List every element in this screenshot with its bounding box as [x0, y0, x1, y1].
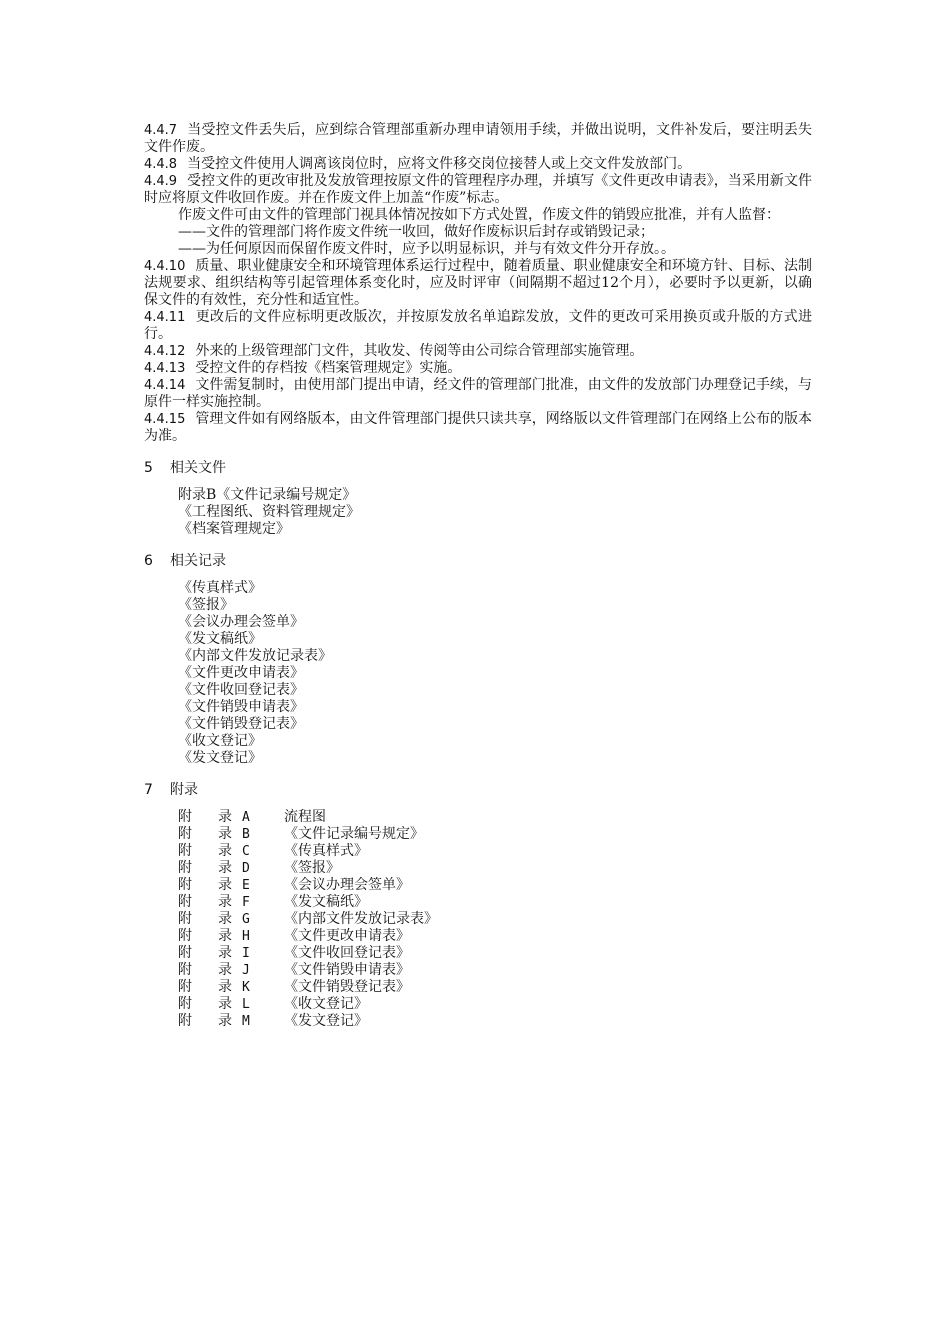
list-item: 《发文稿纸》 — [178, 631, 262, 647]
appendix-name: 《文件销毁登记表》 — [284, 979, 410, 995]
list-item: 《文件更改申请表》 — [178, 665, 304, 681]
obsolete-item: ——为任何原因而保留作废文件时，应予以明显标识，并与有效文件分开存放。。 — [178, 241, 675, 257]
appendix-row — [178, 945, 812, 962]
appendix-label-1: 附 — [178, 996, 192, 1012]
section-title: 相关文件 — [170, 460, 226, 476]
appendix-name: 《文件销毁申请表》 — [284, 962, 410, 978]
appendix-label-1: 附 — [178, 877, 192, 893]
clause-number: 4.4.9 — [144, 174, 178, 189]
clause-4-4-15 — [144, 411, 812, 445]
appendix-name: 流程图 — [284, 809, 326, 825]
appendix-row — [178, 894, 812, 911]
appendix-label-1: 附 — [178, 809, 192, 825]
appendix-letter: I — [242, 946, 250, 961]
appendix-label-2: 录 — [218, 809, 232, 825]
section-number: 6 — [144, 553, 153, 569]
clause-number: 4.4.10 — [144, 259, 186, 274]
appendix-name: 《发文稿纸》 — [284, 894, 368, 910]
appendix-row — [178, 826, 812, 843]
appendix-letter: H — [242, 929, 250, 944]
appendix-label-2: 录 — [218, 928, 232, 944]
appendix-name: 《收文登记》 — [284, 996, 368, 1012]
appendix-name: 《内部文件发放记录表》 — [284, 911, 438, 927]
section-number: 5 — [144, 460, 153, 476]
appendix-label-2: 录 — [218, 962, 232, 978]
clause-4-4-7 — [144, 122, 812, 156]
appendix-label-1: 附 — [178, 962, 192, 978]
clause-number: 4.4.12 — [144, 344, 186, 359]
clause-number: 4.4.13 — [144, 361, 186, 376]
clause-number: 4.4.14 — [144, 378, 186, 393]
list-item: 《档案管理规定》 — [178, 521, 290, 537]
list-item: 《文件销毁登记表》 — [178, 716, 304, 732]
clause-text: 受控文件的存档按《档案管理规定》实施。 — [195, 360, 462, 376]
section-6-heading — [144, 552, 812, 570]
section-number: 7 — [144, 782, 153, 798]
clause-4-4-8 — [144, 156, 812, 173]
clause-number: 4.4.7 — [144, 123, 178, 138]
appendix-letter: C — [242, 844, 250, 859]
appendix-letter: B — [242, 827, 250, 842]
list-item: 《发文登记》 — [178, 750, 262, 766]
appendix-label-2: 录 — [218, 877, 232, 893]
appendix-row — [178, 809, 812, 826]
list-item: 《内部文件发放记录表》 — [178, 648, 332, 664]
appendix-label-2: 录 — [218, 979, 232, 995]
clause-text: 质量、职业健康安全和环境管理体系运行过程中，随着质量、职业健康安全和环境方针、目标、法制法规要求、组织结构等引起管理体系变化时，应及时评审（间隔期不超过12个月），必要时予以更新，以确保文件的有效性，充分性和适宜性。 — [144, 258, 812, 308]
appendix-label-1: 附 — [178, 945, 192, 961]
appendix-label-1: 附 — [178, 1013, 192, 1029]
obsolete-intro: 作废文件可由文件的管理部门视具体情况按如下方式处置，作废文件的销毁应批准，并有人监督： — [178, 207, 780, 223]
appendix-letter: M — [242, 1014, 250, 1029]
appendix-row — [178, 1013, 812, 1030]
appendix-letter: F — [242, 895, 250, 910]
appendix-row — [178, 962, 812, 979]
appendix-name: 《签报》 — [284, 860, 340, 876]
appendix-letter: J — [242, 963, 250, 978]
appendix-label-2: 录 — [218, 996, 232, 1012]
clause-4-4-9 — [144, 173, 812, 207]
clause-text: 外来的上级管理部门文件，其收发、传阅等由公司综合管理部实施管理。 — [195, 343, 644, 359]
list-item: 《收文登记》 — [178, 733, 262, 749]
appendix-letter: E — [242, 878, 250, 893]
clause-text: 受控文件的更改审批及发放管理按原文件的管理程序办理，并填写《文件更改申请表》，当采用新文件时应将原文件收回作废。并在作废文件上加盖“作废”标志。 — [144, 173, 812, 206]
obsolete-item: ——文件的管理部门将作废文件统一收回，做好作废标识后封存或销毁记录； — [178, 224, 654, 240]
clause-number: 4.4.8 — [144, 157, 178, 172]
appendix-letter: D — [242, 861, 250, 876]
appendix-row — [178, 877, 812, 894]
clause-text: 更改后的文件应标明更改版次，并按原发放名单追踪发放，文件的更改可采用换页或升版的方式进行。 — [144, 309, 812, 342]
appendix-label-1: 附 — [178, 843, 192, 859]
appendix-label-2: 录 — [218, 860, 232, 876]
clause-text: 文件需复制时，由使用部门提出申请，经文件的管理部门批准，由文件的发放部门办理登记手续，与原件一样实施控制。 — [144, 377, 812, 410]
clause-4-4-14 — [144, 377, 812, 411]
clause-4-4-11 — [144, 309, 812, 343]
appendix-name: 《文件更改申请表》 — [284, 928, 410, 944]
appendix-label-2: 录 — [218, 826, 232, 842]
clause-4-4-10 — [144, 258, 812, 309]
clause-number: 4.4.15 — [144, 412, 186, 427]
section-7-heading — [144, 781, 812, 799]
list-item: 《签报》 — [178, 597, 234, 613]
related-documents-list — [144, 487, 812, 538]
appendix-name: 《文件收回登记表》 — [284, 945, 410, 961]
appendix-row — [178, 996, 812, 1013]
appendix-name: 《发文登记》 — [284, 1013, 368, 1029]
clause-number: 4.4.11 — [144, 310, 186, 325]
list-item: 《文件销毁申请表》 — [178, 699, 304, 715]
list-item: 《工程图纸、资料管理规定》 — [178, 504, 360, 520]
list-item: 附录B《文件记录编号规定》 — [178, 487, 357, 503]
appendix-letter: L — [242, 997, 250, 1012]
list-item: 《传真样式》 — [178, 580, 262, 596]
appendix-row — [178, 843, 812, 860]
appendix-row — [178, 860, 812, 877]
appendix-label-2: 录 — [218, 1013, 232, 1029]
appendix-label-2: 录 — [218, 945, 232, 961]
appendix-label-1: 附 — [178, 928, 192, 944]
appendix-name: 《会议办理会签单》 — [284, 877, 410, 893]
appendix-name: 《传真样式》 — [284, 843, 368, 859]
clause-text: 管理文件如有网络版本，由文件管理部门提供只读共享，网络版以文件管理部门在网络上公布的版本为准。 — [144, 411, 812, 444]
appendix-letter: G — [242, 912, 250, 927]
appendix-letter: A — [242, 810, 250, 825]
clause-4-4-13 — [144, 360, 812, 377]
appendix-label-1: 附 — [178, 894, 192, 910]
appendix-row — [178, 911, 812, 928]
appendix-name: 《文件记录编号规定》 — [284, 826, 424, 842]
appendix-row — [178, 979, 812, 996]
clause-text: 当受控文件使用人调离该岗位时，应将文件移交岗位接替人或上交文件发放部门。 — [187, 156, 692, 172]
appendix-label-1: 附 — [178, 911, 192, 927]
appendix-letter: K — [242, 980, 250, 995]
appendix-label-1: 附 — [178, 826, 192, 842]
related-records-list — [144, 580, 812, 767]
list-item: 《会议办理会签单》 — [178, 614, 304, 630]
appendix-row — [178, 928, 812, 945]
appendix-label-1: 附 — [178, 979, 192, 995]
section-title: 附录 — [170, 782, 198, 798]
section-5-heading — [144, 459, 812, 477]
appendix-label-1: 附 — [178, 860, 192, 876]
appendix-label-2: 录 — [218, 911, 232, 927]
document-page — [144, 122, 812, 1030]
list-item: 《文件收回登记表》 — [178, 682, 304, 698]
clause-4-4-12 — [144, 343, 812, 360]
section-title: 相关记录 — [170, 553, 226, 569]
appendix-label-2: 录 — [218, 843, 232, 859]
appendix-label-2: 录 — [218, 894, 232, 910]
appendix-list — [144, 809, 812, 1030]
clause-text: 当受控文件丢失后，应到综合管理部重新办理申请领用手续，并做出说明，文件补发后，要注明丢失文件作废。 — [144, 122, 812, 155]
